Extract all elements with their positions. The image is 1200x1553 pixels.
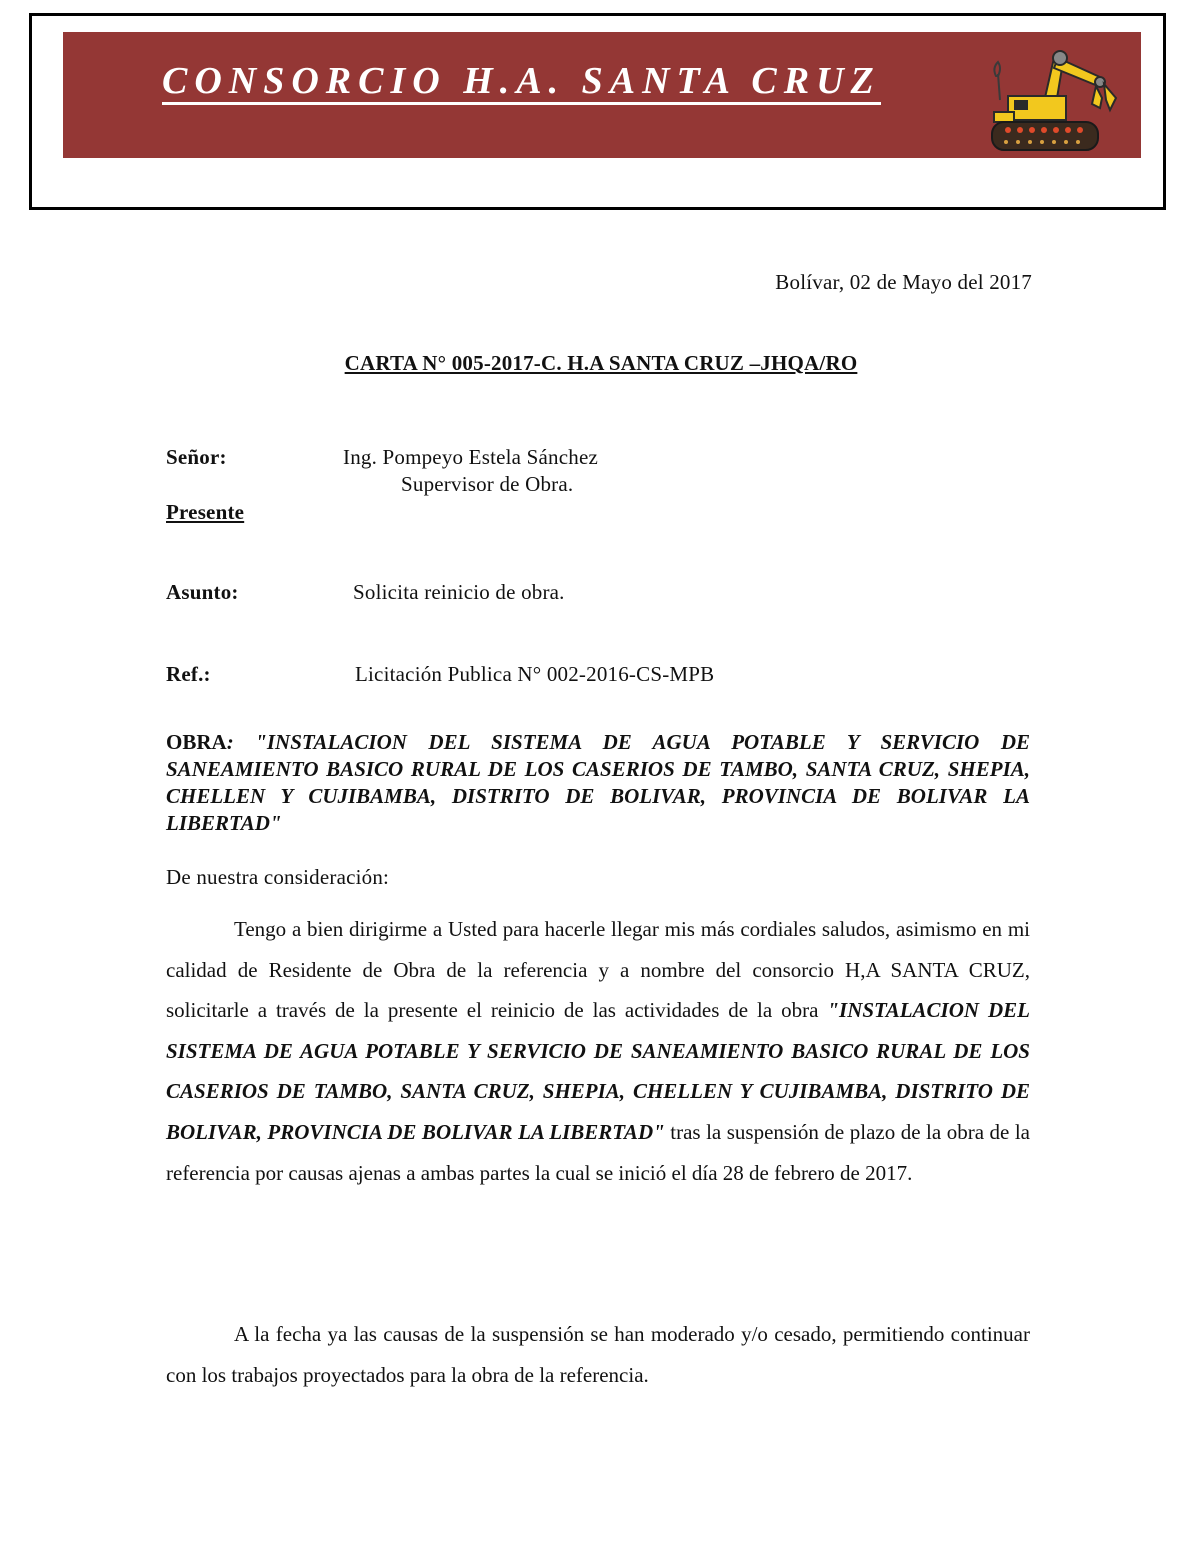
recipient-label: Señor:	[166, 445, 227, 469]
recipient-name: Ing. Pompeyo Estela Sánchez	[343, 445, 599, 469]
body-p2-text: A la fecha ya las causas de la suspensión se han moderado y/o cesado, permitiendo continuar con los trabajos proyectados para la obra de la referencia.	[166, 1322, 1030, 1387]
ref-value: Licitación Publica N° 002-2016-CS-MPB	[355, 662, 715, 686]
obra-text: : "INSTALACION DEL SISTEMA DE AGUA POTABLE Y SERVICIO DE SANEAMIENTO BASICO RURAL DE LOS CASERIOS DE TAMBO, SANTA CRUZ, SHEPIA, CHELLEN Y CUJIBAMBA, DISTRITO DE BOLIVAR, PROVINCIA DE BOLIVAR LA LIBERTAD"	[166, 730, 1030, 835]
body-p1-start: Tengo a bien dirigirme a Usted para hacerle llegar mis más cordiales saludos, asimismo en mi calidad de Residente de Obra de la referencia y a nombre del consorcio H,A SANTA CRUZ, solicitarle a través de la presente el reinicio de las actividades de la obra	[166, 917, 1030, 1023]
obra-label: OBRA	[166, 730, 227, 754]
greeting: De nuestra consideración:	[166, 865, 390, 889]
recipient-position: Supervisor de Obra.	[401, 472, 574, 496]
letter-date: Bolívar, 02 de Mayo del 2017	[775, 270, 1032, 294]
carta-title: CARTA N° 005-2017-C. H.A SANTA CRUZ –JHQA/RO	[344, 351, 858, 375]
presente-label: Presente	[166, 500, 245, 524]
body-p1-end: tras la suspensión de plazo de la obra de la referencia por causas ajenas a ambas partes la cual se inició el día 28 de febrero de 2017.	[166, 1119, 1030, 1185]
asunto-label: Asunto:	[166, 580, 239, 604]
excavator-icon	[984, 38, 1122, 156]
ref-label: Ref.:	[166, 662, 211, 686]
body-paragraph-2	[166, 1314, 1030, 1395]
company-name: CONSORCIO H.A. SANTA CRUZ	[162, 60, 881, 105]
obra-title	[166, 729, 1030, 837]
body-p1-highlight: "INSTALACION DEL SISTEMA DE AGUA POTABLE Y SERVICIO DE SANEAMIENTO BASICO RURAL DE LOS CASERIOS DE TAMBO, SANTA CRUZ, SHEPIA, CHELLEN Y CUJIBAMBA, DISTRITO DE BOLIVAR, PROVINCIA DE BOLIVAR LA LIBERTAD"	[166, 998, 1030, 1144]
asunto-value: Solicita reinicio de obra.	[353, 580, 565, 604]
body-paragraph-1	[166, 909, 1030, 1193]
